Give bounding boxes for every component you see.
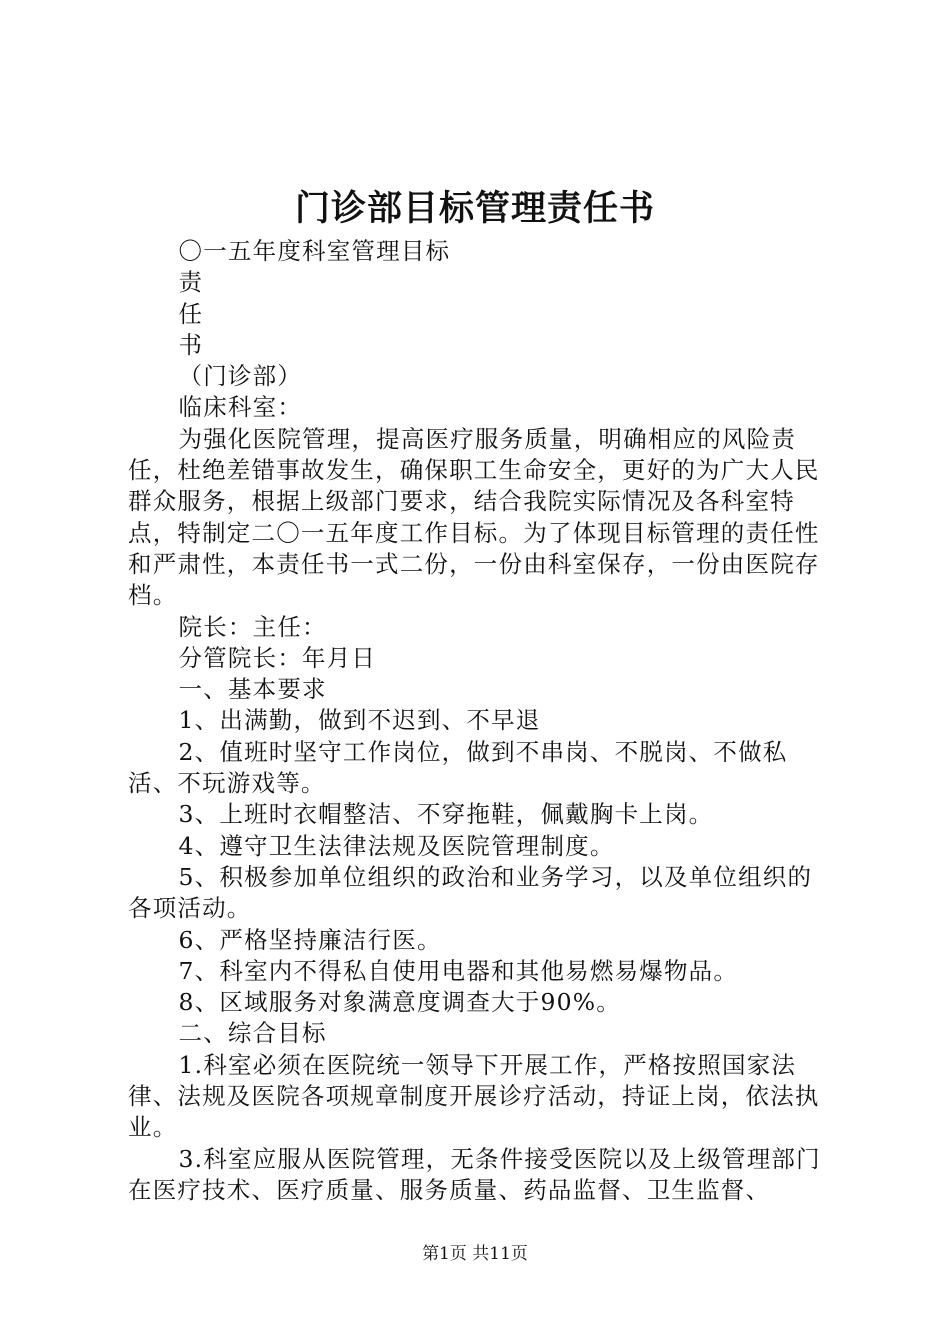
paragraph-ren: 任	[178, 299, 204, 328]
list-item: 1、出满勤，做到不迟到、不早退	[178, 706, 541, 735]
paragraph-date-line: 分管院长：年月日	[178, 643, 377, 672]
paragraph-ze: 责	[178, 268, 204, 297]
paragraph-department: （门诊部）	[178, 362, 303, 391]
paragraph-shu: 书	[178, 330, 204, 359]
section-heading-comprehensive: 二、综合目标	[178, 1019, 327, 1048]
list-item: 2、值班时坚守工作岗位，做到不串岗、不脱岗、不做私活、不玩游戏等。	[128, 737, 788, 798]
list-item: 6、严格坚持廉洁行医。	[178, 925, 442, 954]
paragraph-year-target: 〇一五年度科室管理目标	[178, 237, 451, 265]
page-footer: 第1页 共11页	[422, 1244, 528, 1264]
list-item: 8、区域服务对象满意度调查大于90%。	[178, 988, 621, 1017]
list-item: 3.科室应服从医院管理，无条件接受医院以及上级管理部门在医疗技术、医疗质量、服务质量、药品监督、卫生监督、	[128, 1144, 821, 1204]
list-item: 3、上班时衣帽整洁、不穿拖鞋，佩戴胸卡上岗。	[178, 800, 714, 829]
list-item: 5、积极参加单位组织的政治和业务学习，以及单位组织的各项活动。	[128, 862, 813, 923]
paragraph-signatures: 院长：主任：	[178, 612, 327, 641]
paragraph-clinical-dept: 临床科室：	[178, 393, 303, 422]
document-body	[128, 236, 836, 1206]
document-title: 门诊部目标管理责任书	[294, 188, 655, 229]
section-heading-basic: 一、基本要求	[178, 675, 327, 704]
list-item: 4、遵守卫生法律法规及医院管理制度。	[178, 831, 615, 860]
list-item: 1.科室必须在医院统一领导下开展工作，严格按照国家法律、法规及医院各项规章制度开展诊疗活动，持证上岗，依法执业。	[128, 1050, 820, 1142]
list-item: 7、科室内不得私自使用电器和其他易燃易爆物品。	[178, 956, 739, 985]
paragraph-intro: 为强化医院管理，提高医疗服务质量，明确相应的风险责任，杜绝差错事故发生，确保职工生命安全，更好的为广大人民群众服务，根据上级部门要求，结合我院实际情况及各科室特点，特制定二〇一五年度工作目标。为了体现目标管理的责任性和严肃性，本责任书一式二份，一份由科室保存，一份由医院存档。	[128, 424, 820, 610]
